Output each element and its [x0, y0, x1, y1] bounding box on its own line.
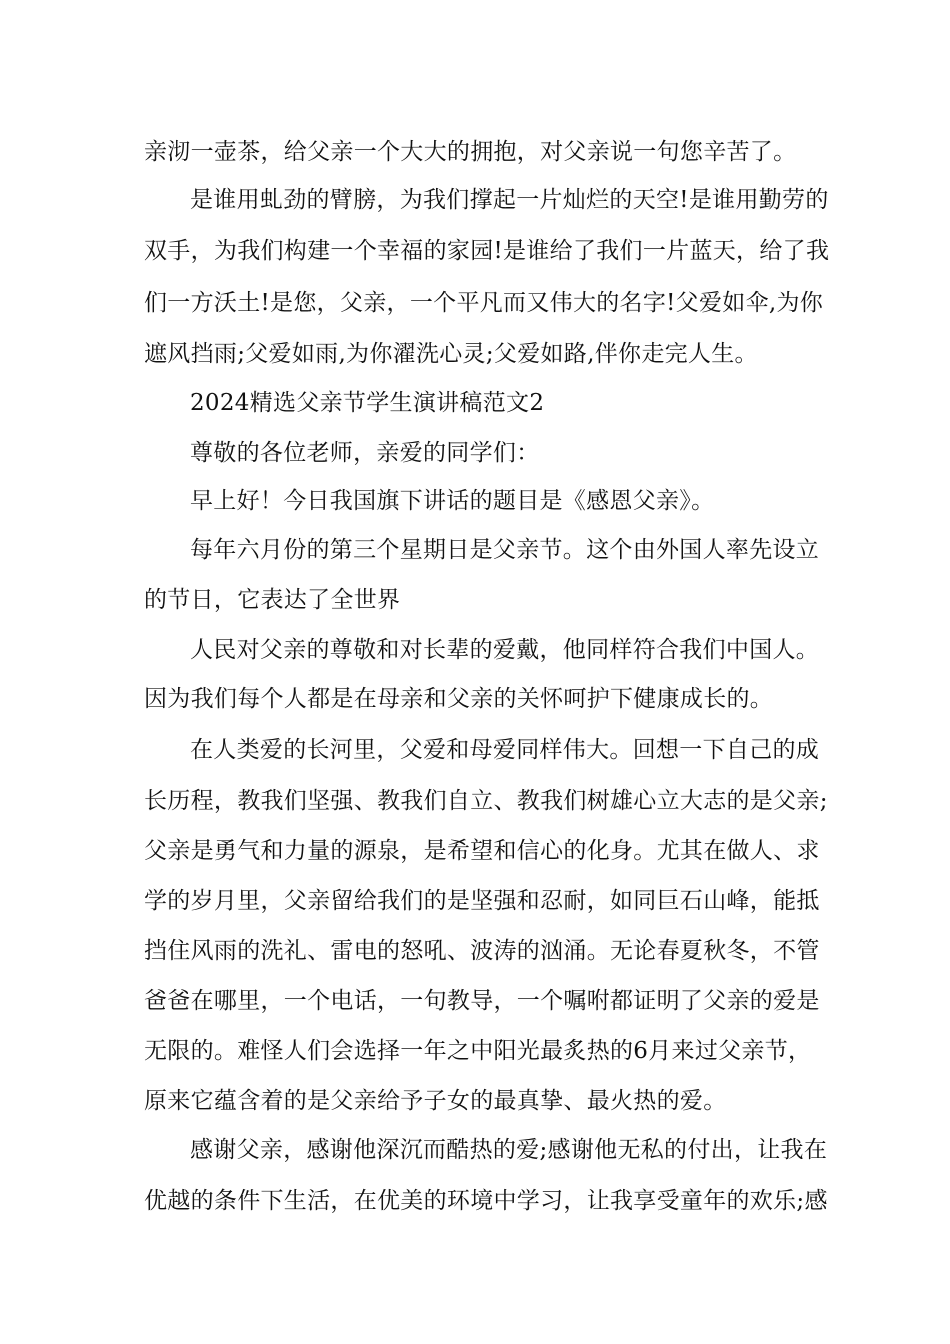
paragraph-start-line: 感谢父亲，感谢他深沉而酷热的爱;感谢他无私的付出，让我在: [190, 1137, 828, 1163]
text-line: 遮风挡雨;父爱如雨,为你濯洗心灵;父爱如路,伴你走完人生。: [144, 341, 758, 367]
section-heading: 2024精选父亲节学生演讲稿范文2: [190, 390, 545, 416]
text-line: 原来它蕴含着的是父亲给予子女的最真挚、最火热的爱。: [144, 1088, 727, 1114]
text-line: 亲沏一壶茶，给父亲一个大大的拥抱，对父亲说一句您辛苦了。: [144, 139, 797, 165]
paragraph-start-line: 人民对父亲的尊敬和对长辈的爱戴，他同样符合我们中国人。: [190, 637, 820, 663]
text-line: 们一方沃土!是您，父亲，一个平凡而又伟大的名字!父爱如伞,为你: [144, 290, 824, 316]
text-line: 学的岁月里，父亲留给我们的是坚强和忍耐，如同巨石山峰，能抵: [144, 888, 820, 914]
greeting-line: 早上好！今日我国旗下讲话的题目是《感恩父亲》。: [190, 488, 715, 514]
paragraph-start-line: 每年六月份的第三个星期日是父亲节。这个由外国人率先设立: [190, 537, 820, 563]
text-line: 因为我们每个人都是在母亲和父亲的关怀呵护下健康成长的。: [144, 686, 774, 712]
paragraph-start-line: 是谁用虬劲的臂膀，为我们撑起一片灿烂的天空!是谁用勤劳的: [190, 187, 829, 213]
text-line: 父亲是勇气和力量的源泉，是希望和信心的化身。尤其在做人、求: [144, 838, 820, 864]
text-line: 的节日，它表达了全世界: [144, 587, 401, 613]
paragraph-start-line: 在人类爱的长河里，父爱和母爱同样伟大。回想一下自己的成: [190, 737, 820, 763]
text-line: 无限的。难怪人们会选择一年之中阳光最炙热的6月来过父亲节，: [144, 1038, 812, 1064]
text-line: 双手，为我们构建一个幸福的家园!是谁给了我们一片蓝天，给了我: [144, 238, 830, 264]
salutation-line: 尊敬的各位老师，亲爱的同学们：: [190, 440, 540, 466]
text-line: 优越的条件下生活，在优美的环境中学习，让我享受童年的欢乐;感: [144, 1188, 828, 1214]
text-line: 长历程，教我们坚强、教我们自立、教我们树雄心立大志的是父亲;: [144, 788, 828, 814]
text-line: 挡住风雨的洗礼、雷电的怒吼、波涛的汹涌。无论春夏秋冬，不管: [144, 938, 820, 964]
text-line: 爸爸在哪里，一个电话，一句教导，一个嘱咐都证明了父亲的爱是: [144, 988, 820, 1014]
